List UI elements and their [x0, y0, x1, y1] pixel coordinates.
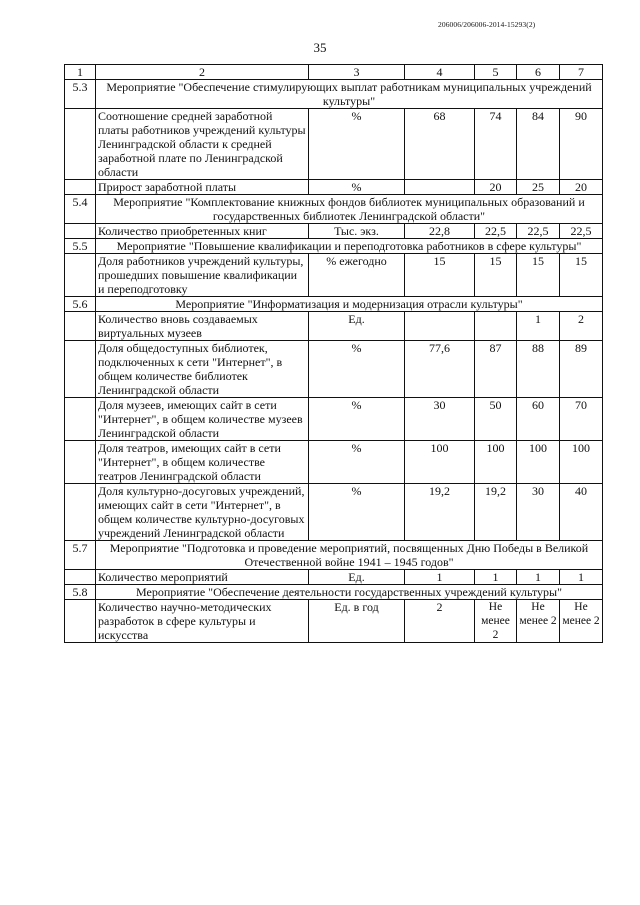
section-row [65, 239, 603, 254]
column-number-2: 2 [96, 65, 309, 80]
section-title: Мероприятие "Обеспечение деятельности государственных учреждений культуры" [96, 585, 603, 600]
column-number-1: 1 [65, 65, 96, 80]
value-col-5: 22,5 [475, 224, 517, 239]
unit-cell: % [309, 109, 405, 180]
section-title: Мероприятие "Информатизация и модернизация отрасли культуры" [96, 297, 603, 312]
unit-cell: % [309, 180, 405, 195]
value-col-5: 19,2 [475, 484, 517, 541]
value-col-5: 50 [475, 398, 517, 441]
value-col-5: 74 [475, 109, 517, 180]
value-col-4 [405, 180, 475, 195]
column-number-7: 7 [560, 65, 603, 80]
unit-cell: Ед. [309, 312, 405, 341]
value-col-4: 19,2 [405, 484, 475, 541]
section-number: 5.5 [65, 239, 96, 254]
indicator-name: Прирост заработной платы [96, 180, 309, 195]
value-col-7: 2 [560, 312, 603, 341]
indicator-name: Количество вновь создаваемых виртуальных музеев [96, 312, 309, 341]
row-number-cell [65, 341, 96, 398]
value-col-5: 1 [475, 570, 517, 585]
section-title: Мероприятие "Повышение квалификации и переподготовка работников в сфере культуры" [96, 239, 603, 254]
value-col-6: 25 [517, 180, 560, 195]
indicator-name: Доля музеев, имеющих сайт в сети "Интернет", в общем количестве музеев Ленинградской области [96, 398, 309, 441]
value-col-6: 60 [517, 398, 560, 441]
column-number-5: 5 [475, 65, 517, 80]
value-col-5: 15 [475, 254, 517, 297]
column-number-4: 4 [405, 65, 475, 80]
section-number: 5.3 [65, 80, 96, 109]
section-title: Мероприятие "Обеспечение стимулирующих выплат работникам муниципальных учреждений культуры" [96, 80, 603, 109]
value-col-4 [405, 312, 475, 341]
value-col-4: 1 [405, 570, 475, 585]
row-number-cell [65, 109, 96, 180]
value-col-4: 68 [405, 109, 475, 180]
indicator-row [65, 109, 603, 180]
unit-cell: % [309, 341, 405, 398]
value-col-6: 1 [517, 312, 560, 341]
value-col-4: 77,6 [405, 341, 475, 398]
unit-cell: Ед. [309, 570, 405, 585]
value-col-5: 20 [475, 180, 517, 195]
indicator-row [65, 441, 603, 484]
indicator-name: Количество приобретенных книг [96, 224, 309, 239]
value-col-6: 1 [517, 570, 560, 585]
indicator-name: Доля общедоступных библиотек, подключенных к сети "Интернет", в общем количестве библиотек Ленинградской области [96, 341, 309, 398]
value-col-6: 30 [517, 484, 560, 541]
value-col-7: 40 [560, 484, 603, 541]
value-col-5: 100 [475, 441, 517, 484]
section-row [65, 585, 603, 600]
row-number-cell [65, 441, 96, 484]
section-title: Мероприятие "Комплектование книжных фондов библиотек муниципальных образований и государственных библиотек Ленинградской области" [96, 195, 603, 224]
unit-cell: % ежегодно [309, 254, 405, 297]
value-col-7: 89 [560, 341, 603, 398]
indicators-table [64, 64, 603, 643]
value-col-7: Не менее 2 [560, 600, 603, 643]
section-number: 5.8 [65, 585, 96, 600]
value-col-4: 100 [405, 441, 475, 484]
indicator-row [65, 254, 603, 297]
column-number-3: 3 [309, 65, 405, 80]
value-col-5: Не менее 2 [475, 600, 517, 643]
indicator-row [65, 484, 603, 541]
value-col-7: 20 [560, 180, 603, 195]
value-col-6: 15 [517, 254, 560, 297]
unit-cell: % [309, 484, 405, 541]
document-id: 206006/206006-2014-15293(2) [438, 20, 536, 29]
indicator-name: Соотношение средней заработной платы работников учреждений культуры Ленинградской области к средней заработной плате по Ленинградской области [96, 109, 309, 180]
value-col-5: 87 [475, 341, 517, 398]
indicator-name: Доля работников учреждений культуры, прошедших повышение квалификации и переподготовку [96, 254, 309, 297]
column-number-6: 6 [517, 65, 560, 80]
row-number-cell [65, 312, 96, 341]
section-row [65, 195, 603, 224]
row-number-cell [65, 398, 96, 441]
indicator-row [65, 312, 603, 341]
row-number-cell [65, 600, 96, 643]
value-col-4: 22,8 [405, 224, 475, 239]
value-col-7: 15 [560, 254, 603, 297]
row-number-cell [65, 484, 96, 541]
value-col-7: 70 [560, 398, 603, 441]
indicator-row [65, 570, 603, 585]
section-number: 5.6 [65, 297, 96, 312]
value-col-7: 100 [560, 441, 603, 484]
value-col-6: Не менее 2 [517, 600, 560, 643]
indicator-name: Доля театров, имеющих сайт в сети "Интернет", в общем количестве театров Ленинградской области [96, 441, 309, 484]
section-number: 5.4 [65, 195, 96, 224]
section-row [65, 297, 603, 312]
row-number-cell [65, 254, 96, 297]
value-col-6: 100 [517, 441, 560, 484]
value-col-7: 1 [560, 570, 603, 585]
indicator-name: Доля культурно-досуговых учреждений, имеющих сайт в сети "Интернет", в общем количестве культурно-досуговых учреждений Ленинградской области [96, 484, 309, 541]
indicator-row [65, 180, 603, 195]
unit-cell: Тыс. экз. [309, 224, 405, 239]
value-col-6: 22,5 [517, 224, 560, 239]
indicator-row [65, 224, 603, 239]
value-col-6: 84 [517, 109, 560, 180]
indicator-row [65, 398, 603, 441]
value-col-7: 90 [560, 109, 603, 180]
row-number-cell [65, 570, 96, 585]
section-row [65, 80, 603, 109]
value-col-4: 2 [405, 600, 475, 643]
section-title: Мероприятие "Подготовка и проведение мероприятий, посвященных Дню Победы в Великой Отечественной войне 1941 – 1945 годов" [96, 541, 603, 570]
value-col-7: 22,5 [560, 224, 603, 239]
page-number: 35 [313, 40, 327, 55]
value-col-5 [475, 312, 517, 341]
value-col-4: 15 [405, 254, 475, 297]
column-number-row [65, 65, 603, 80]
indicator-name: Количество мероприятий [96, 570, 309, 585]
row-number-cell [65, 180, 96, 195]
section-row [65, 541, 603, 570]
indicator-name: Количество научно-методических разработок в сфере культуры и искусства [96, 600, 309, 643]
value-col-6: 88 [517, 341, 560, 398]
indicator-row [65, 341, 603, 398]
unit-cell: % [309, 441, 405, 484]
unit-cell: Ед. в год [309, 600, 405, 643]
section-number: 5.7 [65, 541, 96, 570]
indicator-row [65, 600, 603, 643]
row-number-cell [65, 224, 96, 239]
unit-cell: % [309, 398, 405, 441]
value-col-4: 30 [405, 398, 475, 441]
